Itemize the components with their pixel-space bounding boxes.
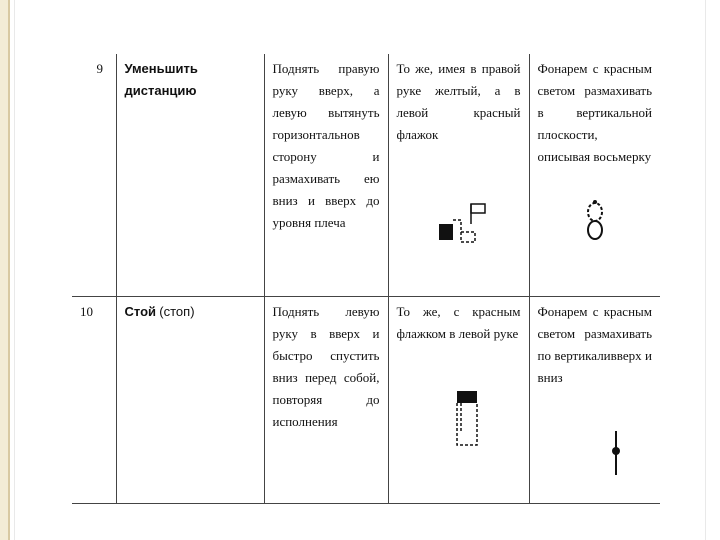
flag-signal-text: То же, имея в правой руке желтый, а в левой красный флажок [396, 61, 521, 142]
hand-signal-text: Поднять левую руку в вверх и быстро спустить вниз перед собой, повторяя до исполнения [272, 304, 380, 429]
command-cell [116, 297, 264, 504]
command-name: Уменьшить дистанцию [124, 61, 198, 98]
row-number-cell [72, 297, 116, 504]
slide-edge-strip [0, 0, 10, 540]
lantern-signal-cell [529, 297, 660, 504]
lantern-signal-text: Фонарем с красным светом размахивать по вертикаливверх и вниз [537, 304, 652, 385]
lowered-flag-figure-icon [451, 389, 521, 451]
command-name: Стой [124, 304, 157, 319]
hand-signal-cell [264, 297, 388, 504]
row-number-cell [72, 54, 116, 297]
hand-signal-cell [264, 54, 388, 297]
vertical-lantern-swing-icon [608, 429, 653, 479]
signals-table [72, 54, 660, 504]
flag-signal-cell [388, 54, 529, 297]
flag-signal-cell [388, 297, 529, 504]
lantern-signal-cell [529, 54, 660, 297]
table-row [72, 54, 660, 297]
command-note: (стоп) [159, 304, 195, 319]
table-row [72, 297, 660, 504]
row-number: 10 [80, 304, 93, 319]
flag-signal-figure-icon [435, 198, 521, 258]
flag-signal-text: То же, с красным флажком в левой руке [396, 304, 521, 341]
row-number: 9 [96, 61, 103, 76]
figure-eight-lantern-icon [580, 198, 653, 248]
command-cell [116, 54, 264, 297]
lantern-signal-text: Фонарем с красным светом размахивать в вертикальной плоскости, описывая восьмерку [537, 61, 652, 164]
hand-signal-text: Поднять правую руку вверх, а левую вытянуть горизонтальнов сторону и размахивать ею вниз и вверх до уровня плеча [272, 61, 380, 230]
